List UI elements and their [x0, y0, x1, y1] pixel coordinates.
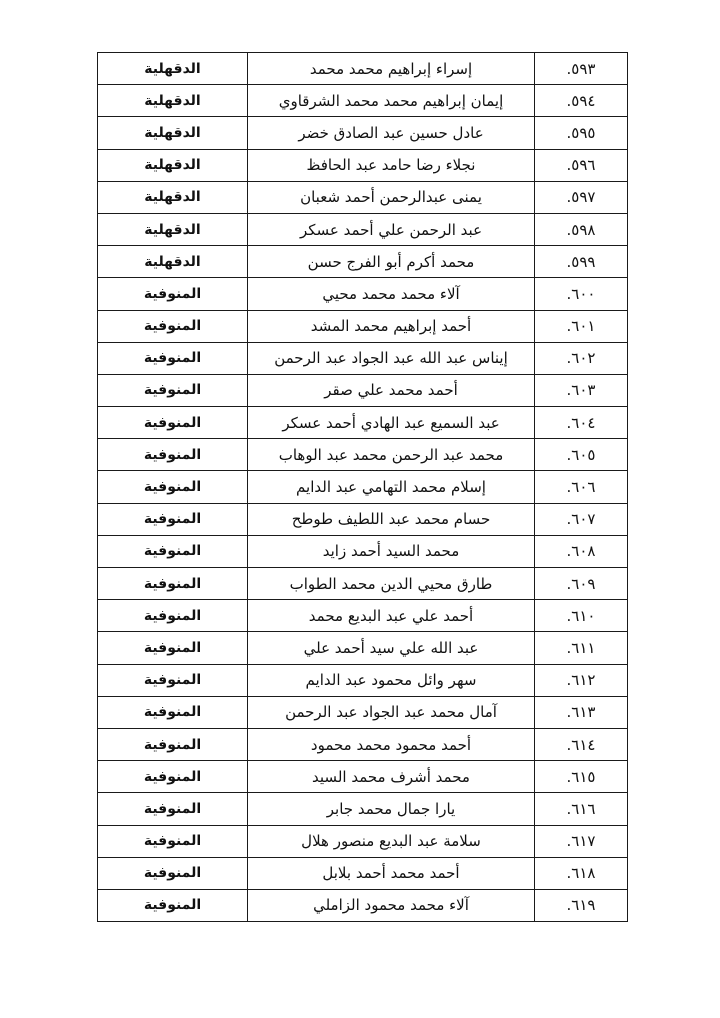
full-name-cell: أحمد علي عبد البديع محمد: [248, 600, 535, 632]
governorate-cell: المنوفية: [98, 568, 248, 600]
full-name-cell: محمد السيد أحمد زايد: [248, 535, 535, 567]
governorate-cell: الدقهلية: [98, 246, 248, 278]
row-number-cell: ٦٠٨.: [535, 535, 628, 567]
row-number-cell: ٦١٧.: [535, 825, 628, 857]
governorate-cell: المنوفية: [98, 374, 248, 406]
row-number-cell: ٦٠١.: [535, 310, 628, 342]
row-number-cell: ٦٠٠.: [535, 278, 628, 310]
full-name-cell: آلاء محمد محمد محيي: [248, 278, 535, 310]
governorate-cell: المنوفية: [98, 664, 248, 696]
governorate-cell: المنوفية: [98, 471, 248, 503]
full-name-cell: محمد أشرف محمد السيد: [248, 761, 535, 793]
table-row: [98, 407, 628, 439]
governorate-cell: المنوفية: [98, 278, 248, 310]
full-name-cell: عبد السميع عبد الهادي أحمد عسكر: [248, 407, 535, 439]
full-name-cell: أحمد محمود محمد محمود: [248, 728, 535, 760]
row-number-cell: ٦٠٩.: [535, 568, 628, 600]
table-row: [98, 889, 628, 921]
row-number-cell: ٦٠٥.: [535, 439, 628, 471]
governorate-cell: المنوفية: [98, 889, 248, 921]
row-number-cell: ٦١٨.: [535, 857, 628, 889]
row-number-cell: ٦١٦.: [535, 793, 628, 825]
row-number-cell: ٦١٠.: [535, 600, 628, 632]
table-row: [98, 857, 628, 889]
table-row: [98, 696, 628, 728]
full-name-cell: إسراء إبراهيم محمد محمد: [248, 53, 535, 85]
governorate-cell: المنوفية: [98, 503, 248, 535]
table-row: [98, 535, 628, 567]
governorate-cell: المنوفية: [98, 632, 248, 664]
governorate-cell: المنوفية: [98, 728, 248, 760]
full-name-cell: عادل حسين عبد الصادق خضر: [248, 117, 535, 149]
full-name-cell: إيمان إبراهيم محمد محمد الشرقاوي: [248, 85, 535, 117]
full-name-cell: آلاء محمد محمود الزاملي: [248, 889, 535, 921]
table-row: [98, 471, 628, 503]
full-name-cell: آمال محمد عبد الجواد عبد الرحمن: [248, 696, 535, 728]
full-name-cell: محمد أكرم أبو الفرج حسن: [248, 246, 535, 278]
row-number-cell: ٦٠٤.: [535, 407, 628, 439]
full-name-cell: سهر وائل محمود عبد الدايم: [248, 664, 535, 696]
row-number-cell: ٥٩٧.: [535, 181, 628, 213]
full-name-cell: أحمد إبراهيم محمد المشد: [248, 310, 535, 342]
governorate-cell: الدقهلية: [98, 149, 248, 181]
governorate-cell: المنوفية: [98, 793, 248, 825]
full-name-cell: عبد الله علي سيد أحمد علي: [248, 632, 535, 664]
governorate-cell: المنوفية: [98, 825, 248, 857]
governorate-cell: الدقهلية: [98, 85, 248, 117]
table-row: [98, 761, 628, 793]
governorate-cell: المنوفية: [98, 761, 248, 793]
full-name-cell: سلامة عبد البديع منصور هلال: [248, 825, 535, 857]
table-row: [98, 85, 628, 117]
row-number-cell: ٦٠٣.: [535, 374, 628, 406]
governorate-cell: المنوفية: [98, 310, 248, 342]
row-number-cell: ٥٩٣.: [535, 53, 628, 85]
table-row: [98, 793, 628, 825]
table-row: [98, 117, 628, 149]
row-number-cell: ٦١٤.: [535, 728, 628, 760]
table-row: [98, 728, 628, 760]
row-number-cell: ٥٩٥.: [535, 117, 628, 149]
table-row: [98, 149, 628, 181]
row-number-cell: ٦١٥.: [535, 761, 628, 793]
names-table-body: [98, 53, 628, 922]
row-number-cell: ٦١٩.: [535, 889, 628, 921]
table-row: [98, 374, 628, 406]
full-name-cell: يارا جمال محمد جابر: [248, 793, 535, 825]
full-name-cell: حسام محمد عبد اللطيف طوطح: [248, 503, 535, 535]
names-table: [97, 52, 628, 922]
table-row: [98, 342, 628, 374]
table-row: [98, 310, 628, 342]
governorate-cell: المنوفية: [98, 857, 248, 889]
full-name-cell: نجلاء رضا حامد عبد الحافظ: [248, 149, 535, 181]
table-row: [98, 53, 628, 85]
full-name-cell: أحمد محمد علي صقر: [248, 374, 535, 406]
table-row: [98, 825, 628, 857]
full-name-cell: إيناس عبد الله عبد الجواد عبد الرحمن: [248, 342, 535, 374]
row-number-cell: ٦١٢.: [535, 664, 628, 696]
governorate-cell: المنوفية: [98, 439, 248, 471]
row-number-cell: ٥٩٨.: [535, 213, 628, 245]
full-name-cell: عبد الرحمن علي أحمد عسكر: [248, 213, 535, 245]
governorate-cell: الدقهلية: [98, 117, 248, 149]
row-number-cell: ٥٩٩.: [535, 246, 628, 278]
row-number-cell: ٥٩٤.: [535, 85, 628, 117]
governorate-cell: الدقهلية: [98, 53, 248, 85]
table-row: [98, 246, 628, 278]
table-row: [98, 568, 628, 600]
governorate-cell: المنوفية: [98, 342, 248, 374]
table-row: [98, 664, 628, 696]
governorate-cell: المنوفية: [98, 535, 248, 567]
full-name-cell: يمنى عبدالرحمن أحمد شعبان: [248, 181, 535, 213]
row-number-cell: ٦٠٧.: [535, 503, 628, 535]
governorate-cell: الدقهلية: [98, 213, 248, 245]
row-number-cell: ٦١١.: [535, 632, 628, 664]
table-row: [98, 213, 628, 245]
governorate-cell: المنوفية: [98, 600, 248, 632]
table-row: [98, 632, 628, 664]
row-number-cell: ٥٩٦.: [535, 149, 628, 181]
row-number-cell: ٦١٣.: [535, 696, 628, 728]
governorate-cell: الدقهلية: [98, 181, 248, 213]
governorate-cell: المنوفية: [98, 407, 248, 439]
governorate-cell: المنوفية: [98, 696, 248, 728]
table-row: [98, 600, 628, 632]
table-row: [98, 439, 628, 471]
full-name-cell: طارق محيي الدين محمد الطواب: [248, 568, 535, 600]
full-name-cell: أحمد محمد أحمد بلابل: [248, 857, 535, 889]
full-name-cell: محمد عبد الرحمن محمد عبد الوهاب: [248, 439, 535, 471]
row-number-cell: ٦٠٢.: [535, 342, 628, 374]
table-row: [98, 503, 628, 535]
full-name-cell: إسلام محمد التهامي عبد الدايم: [248, 471, 535, 503]
table-row: [98, 181, 628, 213]
row-number-cell: ٦٠٦.: [535, 471, 628, 503]
table-row: [98, 278, 628, 310]
